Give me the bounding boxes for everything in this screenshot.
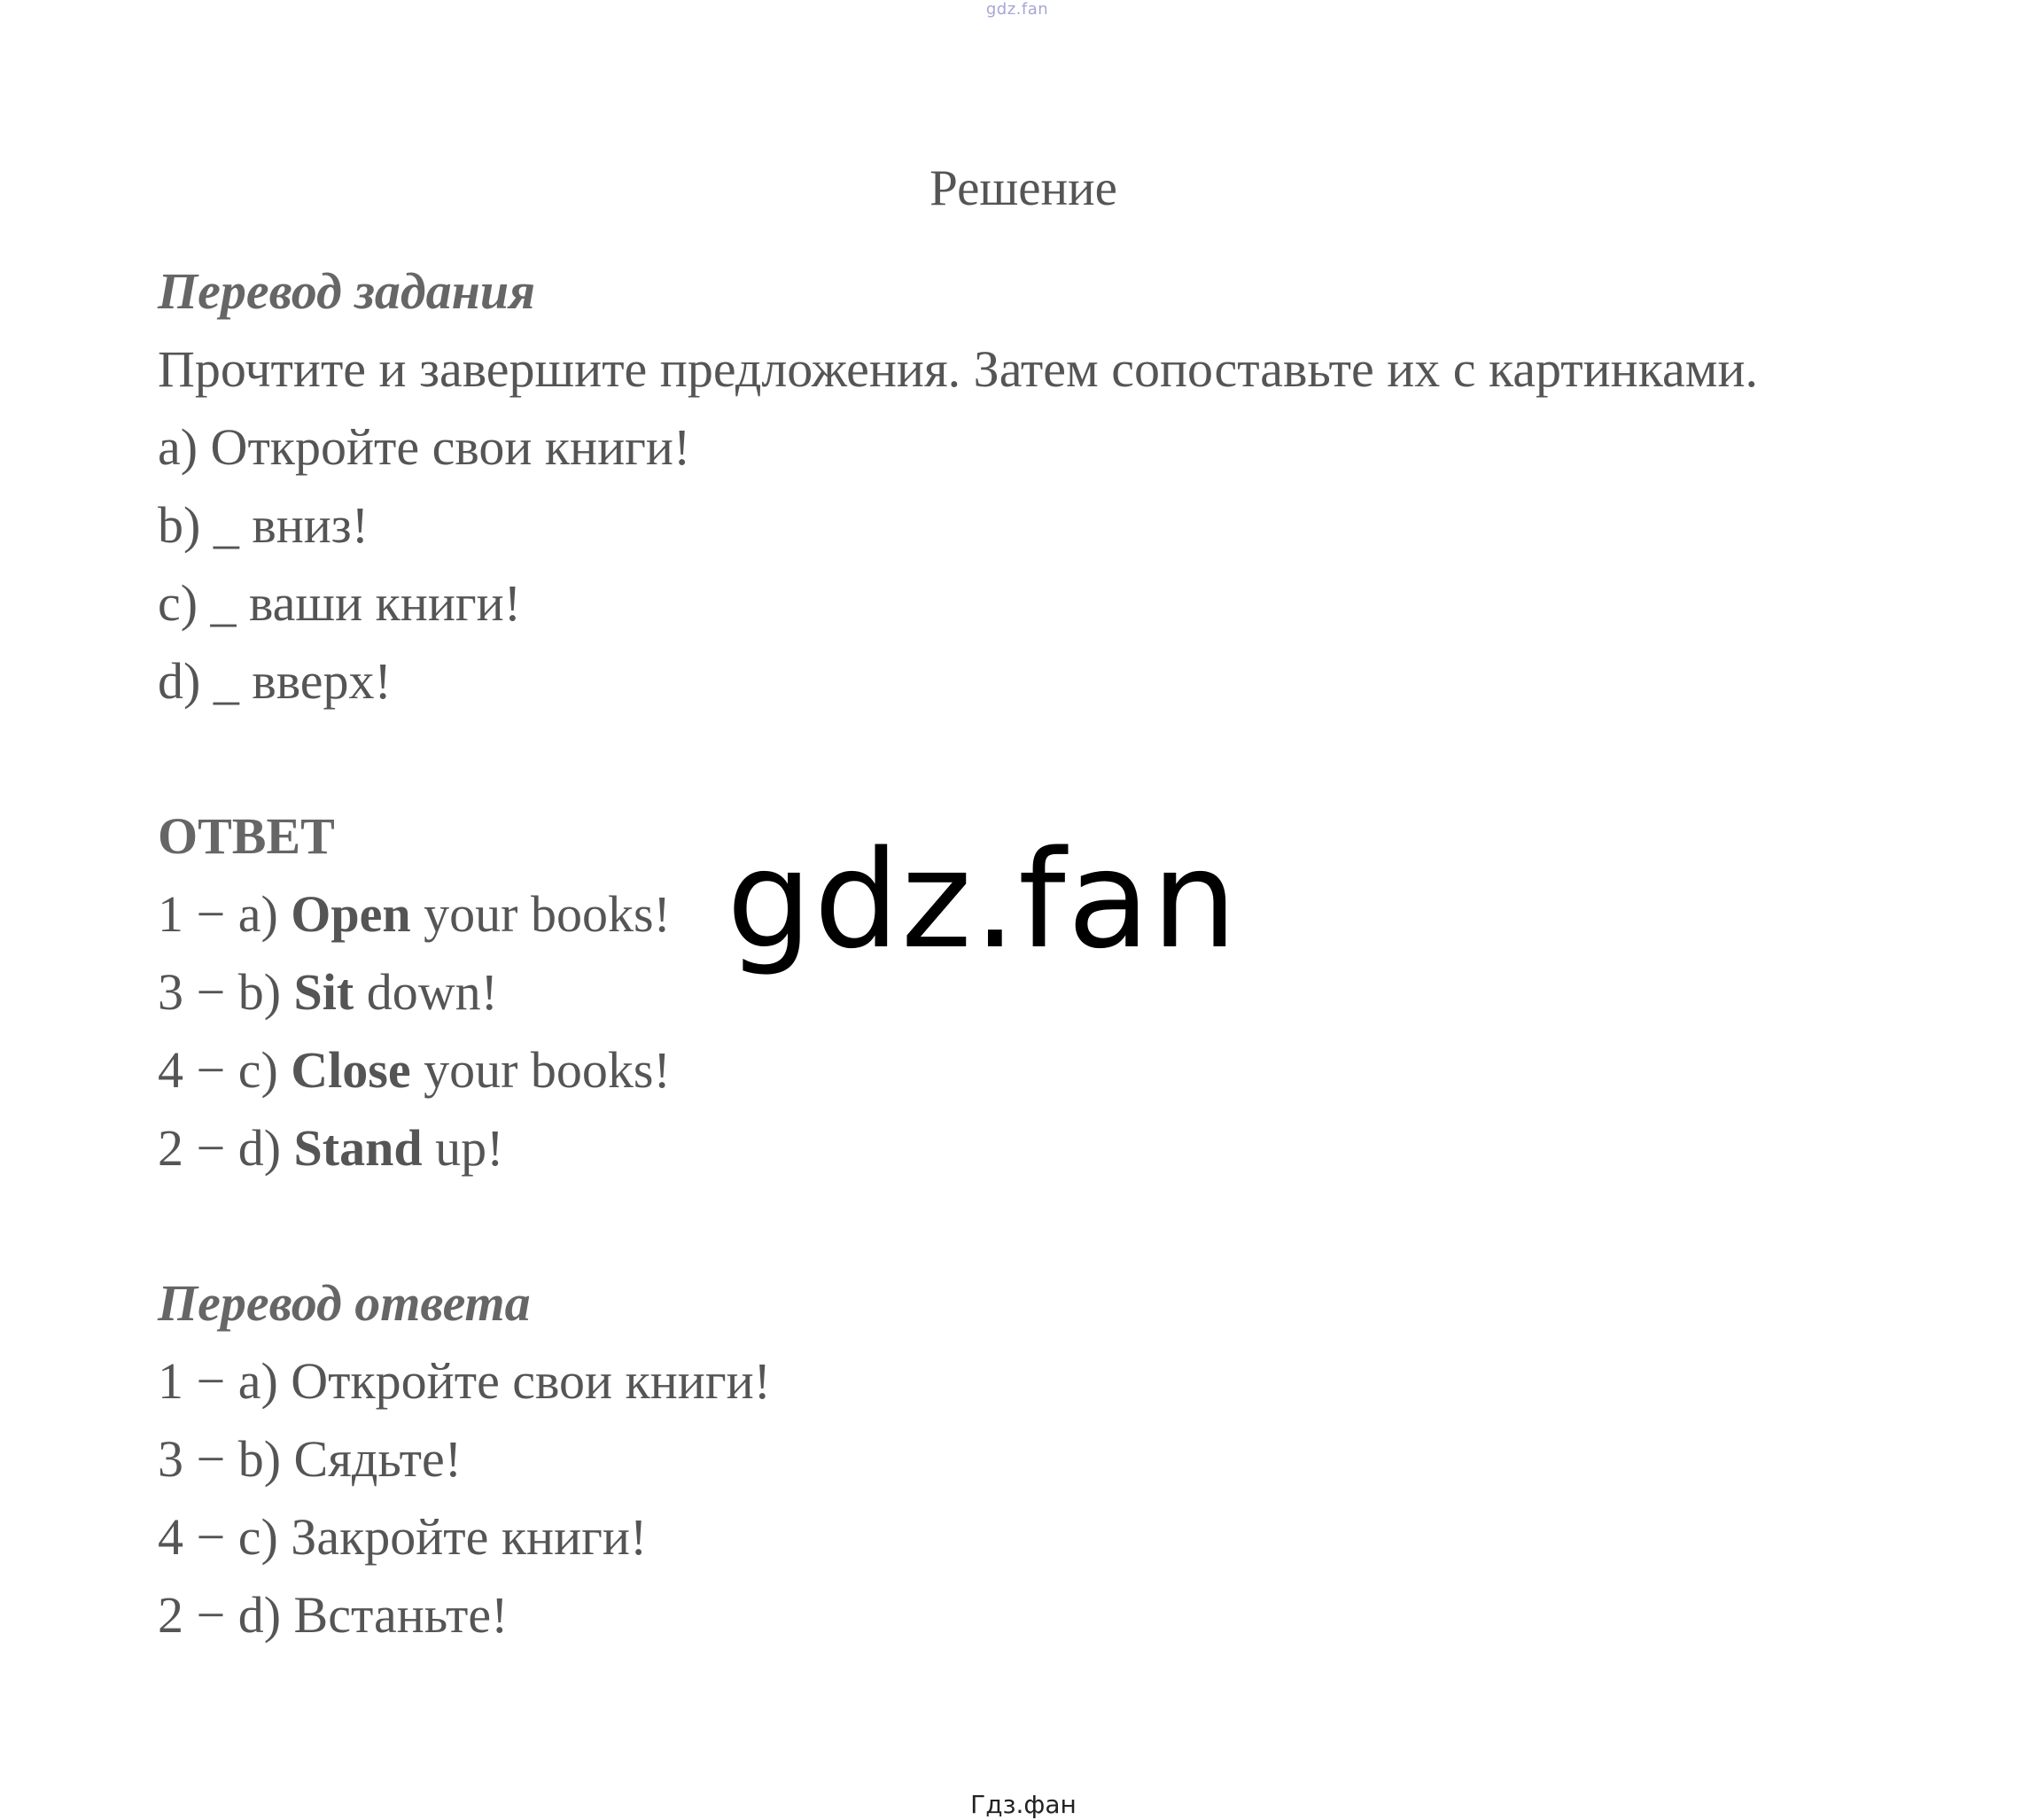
answer-rest: up!	[422, 1119, 504, 1177]
answer-item	[158, 1041, 1930, 1123]
answer-rest: down!	[354, 963, 498, 1021]
task-item: c) _ ваши книги!	[158, 574, 522, 632]
task-item: d) _ вверх!	[158, 652, 392, 710]
answer-prefix: 2 − d)	[158, 1119, 294, 1177]
page-title: Решение	[929, 160, 1117, 216]
answer-keyword: Stand	[293, 1119, 423, 1177]
translation-item: 4 − c) Закройте книги!	[158, 1508, 648, 1566]
answer-prefix: 3 − b)	[158, 963, 294, 1021]
answer-heading: ОТВЕТ	[158, 807, 335, 865]
answer-item	[158, 1119, 1930, 1201]
answer-translation-heading: Перевод ответа	[158, 1274, 531, 1332]
answer-prefix: 1 − a)	[158, 885, 292, 943]
answer-rest: your books!	[410, 885, 671, 943]
footer-caption: Гдз.фан	[970, 1790, 1077, 1819]
task-item: b) _ вниз!	[158, 496, 369, 554]
translation-item: 3 − b) Сядьте!	[158, 1430, 463, 1488]
top-watermark: gdz.fan	[985, 0, 1049, 19]
answer-prefix: 4 − c)	[158, 1041, 292, 1099]
watermark-logo: gdz.fan	[727, 821, 1240, 978]
translation-item: 1 − a) Откройте свои книги!	[158, 1352, 771, 1410]
answer-rest: your books!	[410, 1041, 671, 1099]
task-item: a) Откройте свои книги!	[158, 418, 691, 476]
translation-item: 2 − d) Встаньте!	[158, 1586, 509, 1644]
answer-item	[158, 963, 1930, 1045]
answer-keyword: Open	[291, 885, 411, 943]
task-instruction: Прочтите и завершите предложения. Затем сопоставьте их с картинками.	[158, 340, 1758, 398]
task-translation-heading: Перевод задания	[158, 262, 535, 320]
answer-keyword: Sit	[293, 963, 354, 1021]
answer-keyword: Close	[291, 1041, 411, 1099]
